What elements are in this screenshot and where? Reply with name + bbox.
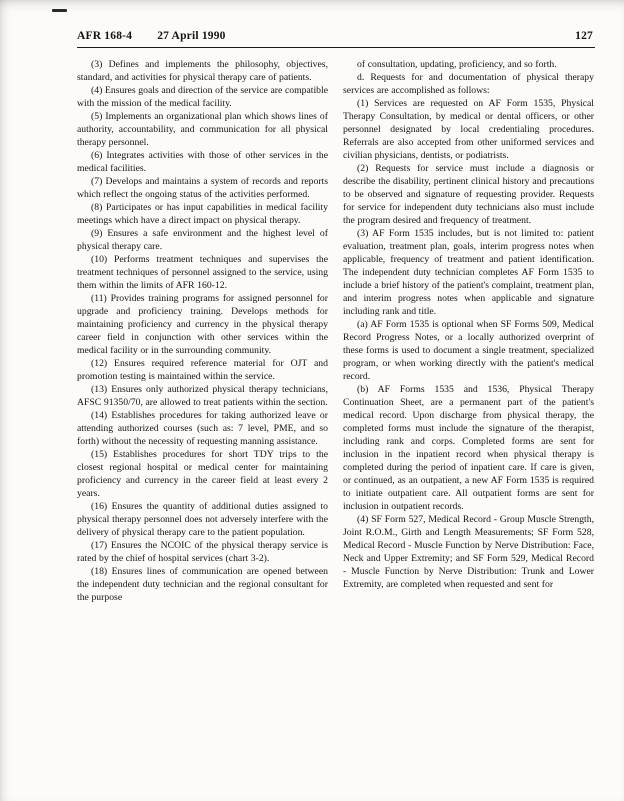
header-rule — [77, 47, 595, 48]
paragraph: (2) Requests for service must include a diagnosis or describe the disability, pertinent clinical history and precautions to be observed and signature of requesting provider. Requests for service for independent duty technicians also must include the program desired and frequency of treatment. — [343, 163, 594, 226]
paragraph: (12) Ensures required reference material for OJT and promotion testing is maintained within the service. — [77, 358, 328, 382]
paragraph: (6) Integrates activities with those of other services in the medical facilities. — [77, 150, 328, 174]
doc-reference: AFR 168-4 — [77, 30, 133, 42]
paragraph: (13) Ensures only authorized physical therapy technicians, AFSC 91350/70, are allowed to treat patients within the section. — [77, 384, 328, 408]
paragraph: (15) Establishes procedures for short TDY trips to the closest regional hospital or medical center for maintaining proficiency and currency in the career field at least every 2 years. — [77, 449, 328, 499]
right-column — [343, 58, 594, 604]
paragraph: of consultation, updating, proficiency, and so forth. — [357, 59, 557, 70]
paragraph: (1) Services are requested on AF Form 1535, Physical Therapy Consultation, by medical or dental officers, or other personnel designated by local credentialing procedures. Referrals are also accepted from other uniformed services and civilian physicians, dentists, or podiatrists. — [343, 98, 594, 161]
paragraph: (3) AF Form 1535 includes, but is not limited to: patient evaluation, treatment plan, goals, interim progress notes when applicable, frequency of treatment and patient identification. The independent duty technician completes AF Form 1535 to include a brief history of the patient's complaint, treatment plan, and interim progress notes when applicable and signature including rank and title. — [343, 228, 594, 317]
paragraph: (14) Establishes procedures for taking authorized leave or attending authorized courses (such as: 7 level, PME, and so forth) without the necessity of requesting manning assistance. — [77, 410, 328, 447]
paragraph: (10) Performs treatment techniques and supervises the treatment techniques of personnel assigned to the service, using them within the limits of AFR 160-12. — [77, 254, 328, 291]
paragraph: (8) Participates or has input capabilities in medical facility meetings which have a direct impact on physical therapy. — [77, 202, 328, 226]
paragraph: (4) Ensures goals and direction of the service are compatible with the mission of the medical facility. — [77, 85, 328, 109]
paragraph: (a) AF Form 1535 is optional when SF Forms 509, Medical Record Progress Notes, or a locally authorized overprint of these forms is used to document a single treatment, specialized program, or when working directly with the patient's medical record. — [343, 319, 594, 382]
paragraph: (5) Implements an organizational plan which shows lines of authority, accountability, and communication for all physical therapy personnel. — [77, 111, 328, 148]
left-column — [77, 58, 328, 604]
scan-artifact-mark — [52, 9, 67, 12]
paragraph: (17) Ensures the NCOIC of the physical therapy service is rated by the chief of hospital services (chart 3-2). — [77, 540, 328, 564]
page-header — [77, 30, 595, 42]
paragraph: (9) Ensures a safe environment and the highest level of physical therapy care. — [77, 228, 328, 252]
paragraph: (16) Ensures the quantity of additional duties assigned to physical therapy personnel does not adversely interfere with the delivery of physical therapy care to the patient population. — [77, 501, 328, 538]
paragraph: (4) SF Form 527, Medical Record - Group Muscle Strength, Joint R.O.M., Girth and Length Measurements; SF Form 528, Medical Record - Muscle Function by Nerve Distribution: Face, Neck and Upper Extremity; and SF Form 529, Medical Record - Muscle Function by Nerve Distribution: Trunk and Lower Extremity, are completed when requested and sent for — [343, 514, 594, 590]
paragraph: d. Requests for and documentation of physical therapy services are accomplished as follows: — [343, 72, 594, 96]
paragraph: (18) Ensures lines of communication are opened between the independent duty technician and the regional consultant for the purpose — [77, 566, 328, 603]
paragraph: (11) Provides training programs for assigned personnel for upgrade and proficiency training. Develops methods for maintaining proficiency and currency in the physical therapy career field in conjunction with other services within the medical facility or in the surrounding community. — [77, 293, 328, 356]
paragraph: (3) Defines and implements the philosophy, objectives, standard, and activities for physical therapy care of patients. — [77, 59, 328, 83]
paragraph: (b) AF Forms 1535 and 1536, Physical Therapy Continuation Sheet, are a permanent part of the patient's medical record. Upon discharge from physical therapy, the completed forms must include the signature of the therapist, including rank and corps. Completed forms are sent for inclusion in the inpatient record when physical therapy is completed during the period of inpatient care. If care is given, or continued, as an outpatient, a new AF Form 1535 is required to initiate outpatient care. All outpatient forms are sent for inclusion in outpatient records. — [343, 384, 594, 512]
text-columns — [77, 58, 595, 604]
page-number: 127 — [575, 30, 593, 42]
doc-date: 27 April 1990 — [157, 30, 226, 42]
paragraph: (7) Develops and maintains a system of records and reports which reflect the ongoing status of the activities performed. — [77, 176, 328, 200]
header-left — [77, 30, 226, 42]
